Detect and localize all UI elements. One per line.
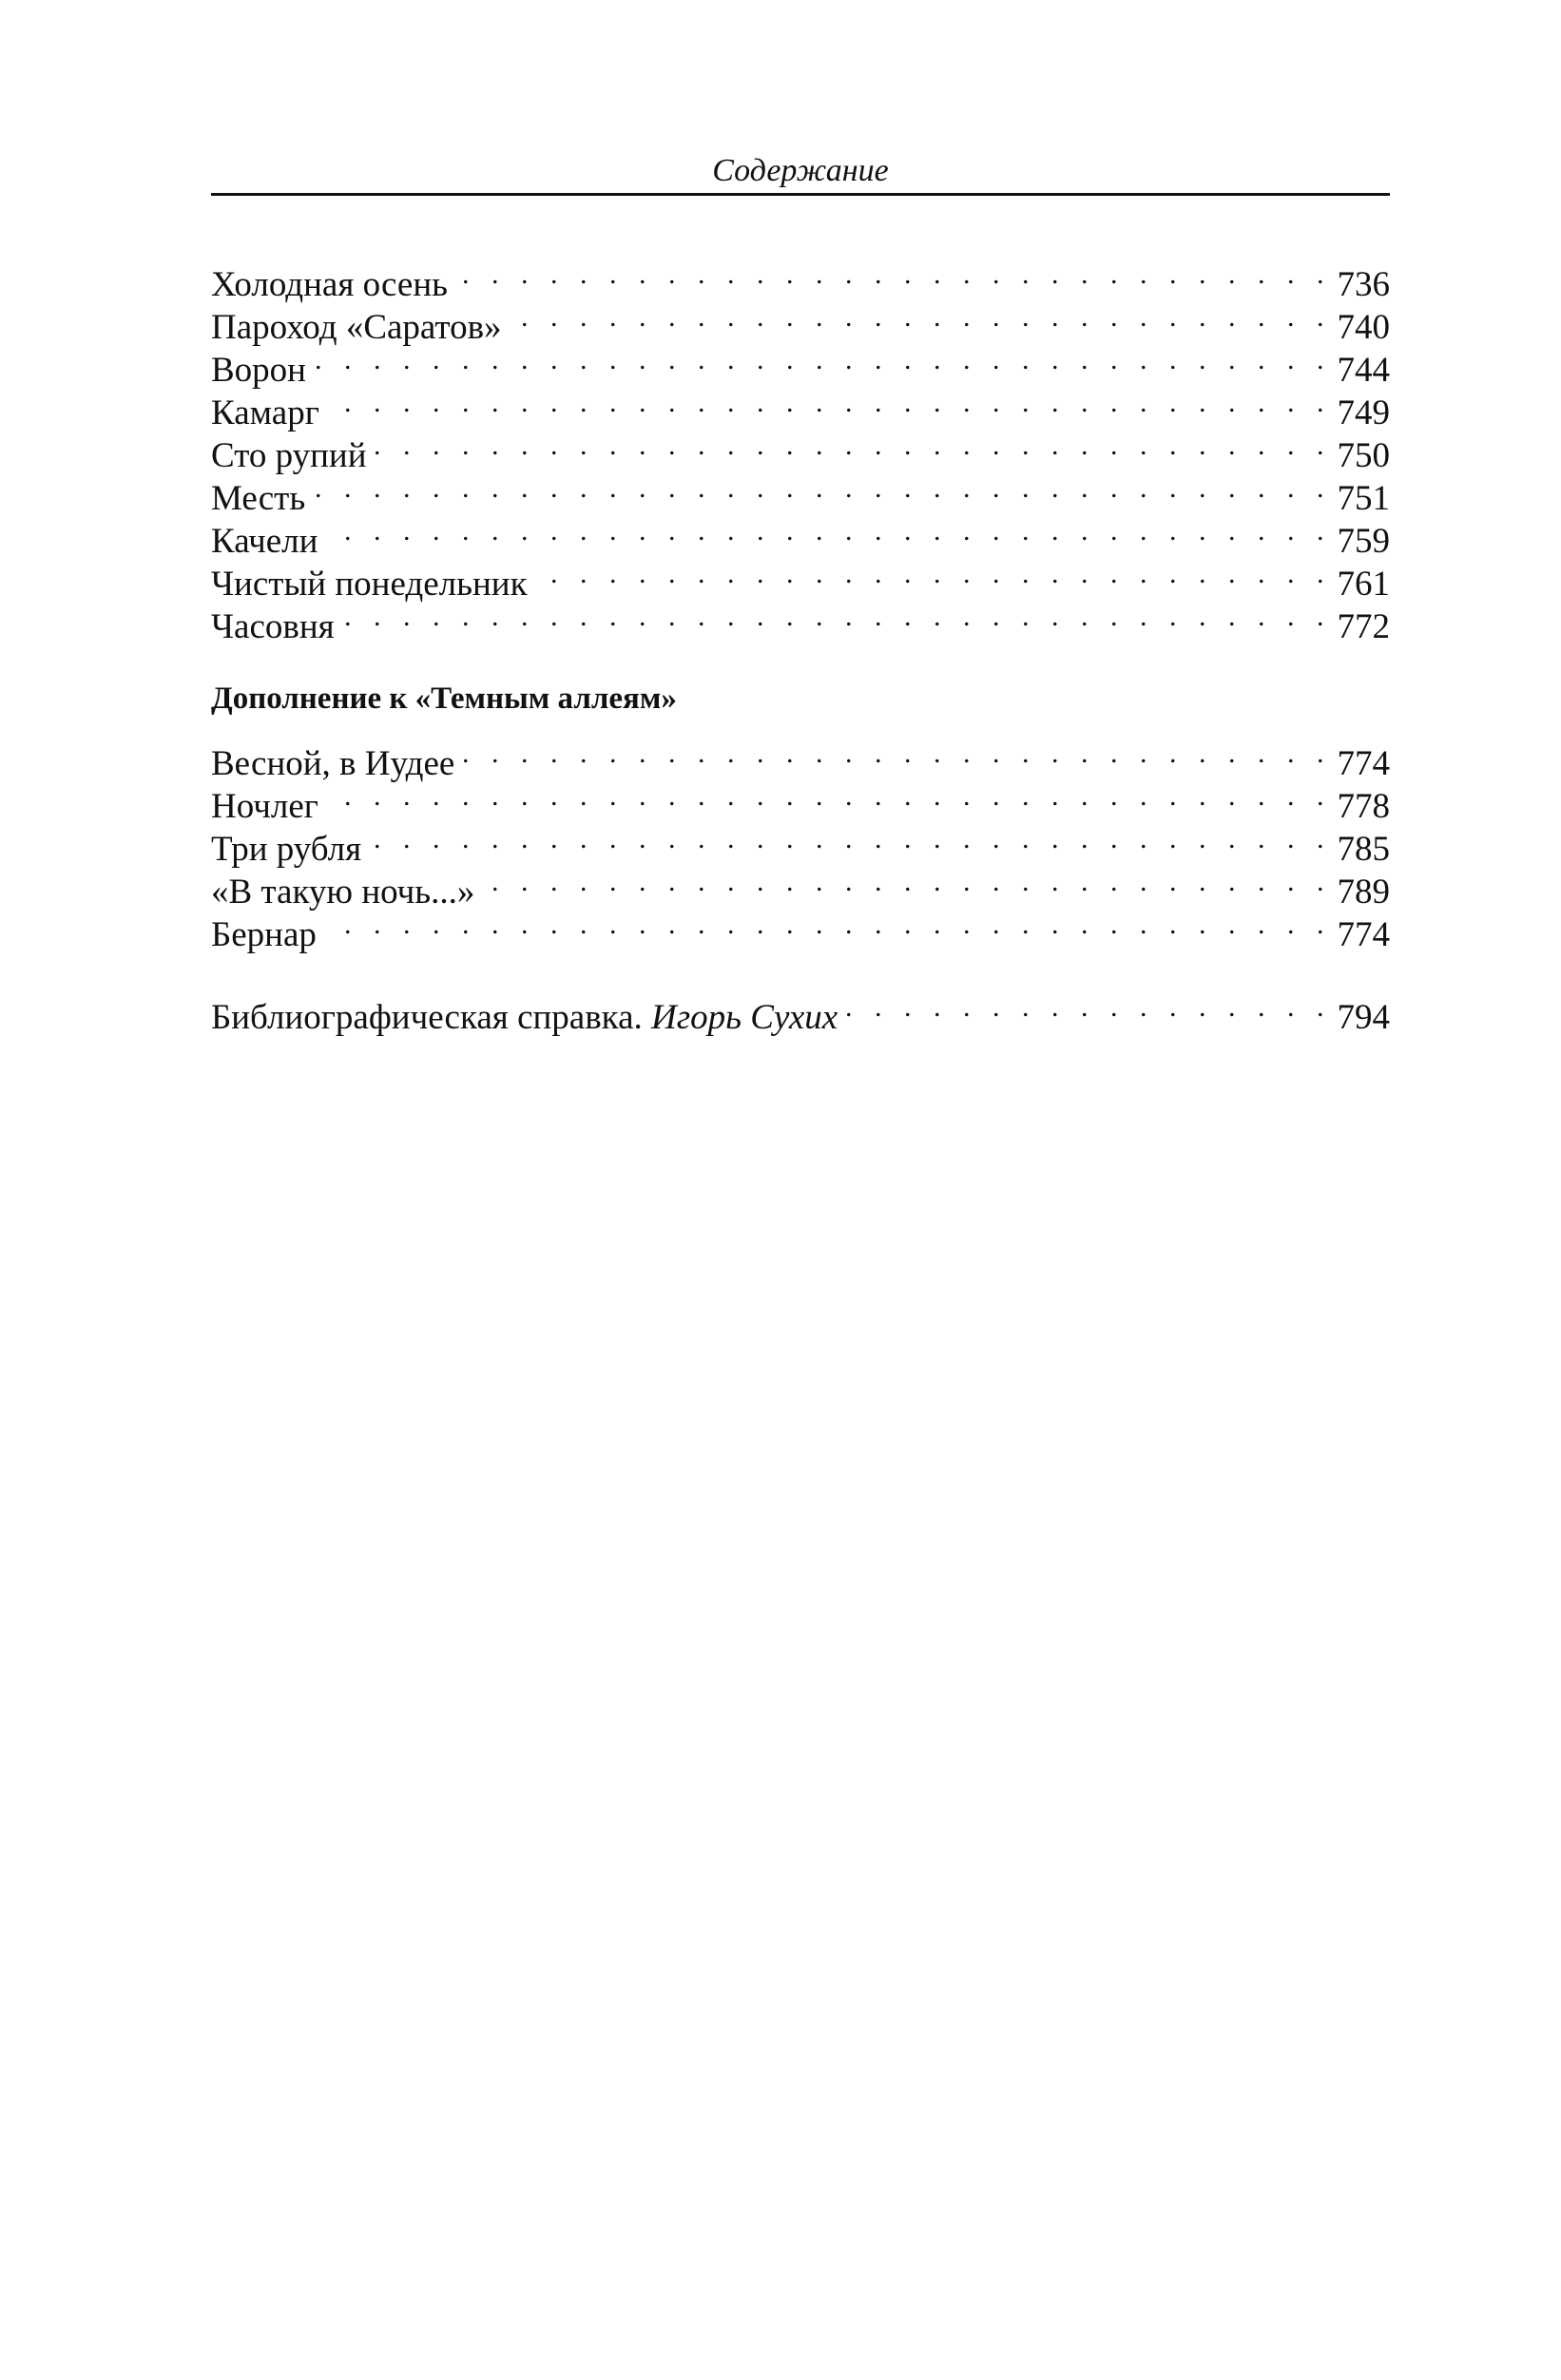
toc-main-list: [211, 253, 1390, 646]
toc-entry-title: Ночлег: [211, 787, 318, 826]
toc-entry: [211, 552, 1390, 604]
toc-entry-title: Весной, в Иудее: [211, 744, 455, 783]
toc-entry: [211, 467, 1390, 518]
toc-entry: [211, 253, 1390, 304]
toc-entry-page: 772: [1337, 607, 1390, 646]
toc-entry-page: 751: [1337, 479, 1390, 518]
toc-dot-leader: [324, 903, 1332, 946]
toc-entry-title: Три рубля: [211, 830, 362, 869]
toc-supplement-list: [211, 732, 1390, 954]
toc-entry-page: 736: [1337, 265, 1390, 304]
toc-entry-title: «В такую ночь...»: [211, 873, 475, 912]
toc-entry-page: 750: [1337, 436, 1390, 475]
toc-entry: [211, 860, 1390, 912]
toc-entry-page: 759: [1337, 522, 1390, 561]
toc-entry: [211, 381, 1390, 432]
toc-dot-leader: [314, 338, 1332, 381]
toc-dot-leader: [369, 817, 1331, 860]
toc-entry-title: Камарг: [211, 393, 319, 432]
toc-entry-page: 794: [1337, 998, 1390, 1037]
running-head: Содержание: [211, 143, 1390, 196]
toc-dot-leader: [455, 253, 1331, 296]
supplement-heading: Дополнение к «Темным аллеям»: [211, 681, 677, 716]
toc-entry-title: Холодная осень: [211, 265, 449, 304]
toc-dot-leader: [325, 509, 1331, 552]
toc-entry: [211, 903, 1390, 954]
toc-entry-title: Месть: [211, 479, 306, 518]
toc-dot-leader: [375, 424, 1332, 467]
toc-entry-page: 789: [1337, 873, 1390, 912]
toc-entry-page: 740: [1337, 308, 1390, 347]
toc-entry-page: 761: [1337, 565, 1390, 604]
toc-dot-leader: [342, 595, 1332, 638]
toc-dot-leader: [326, 775, 1332, 817]
toc-entry-page: 749: [1337, 393, 1390, 432]
toc-page: [211, 143, 1390, 1037]
toc-entry-page: 774: [1337, 915, 1390, 954]
toc-dot-leader: [327, 381, 1332, 424]
toc-dot-leader: [462, 732, 1331, 775]
toc-entry-page: 774: [1337, 744, 1390, 783]
toc-bibliography-list: [211, 986, 1390, 1037]
bibliography-author: Игорь Сухих: [651, 998, 838, 1037]
toc-entry: [211, 595, 1390, 646]
toc-dot-leader: [510, 296, 1332, 338]
bibliography-title-group: [211, 996, 845, 1039]
bibliography-title: Библиографическая справка.: [211, 998, 643, 1037]
toc-entry: [211, 509, 1390, 561]
toc-entry-page: 778: [1337, 787, 1390, 826]
toc-dot-leader: [535, 552, 1332, 595]
toc-entry-title: Бернар: [211, 915, 317, 954]
toc-entry: [211, 732, 1390, 783]
toc-entry-title: Ворон: [211, 351, 306, 390]
toc-entry-title: Чистый понедельник: [211, 565, 528, 604]
toc-entry: [211, 817, 1390, 869]
toc-entry-title: Сто рупий: [211, 436, 367, 475]
toc-dot-leader: [482, 860, 1331, 903]
toc-dot-leader: [845, 986, 1331, 1028]
toc-entry-title: Пароход «Саратов»: [211, 308, 502, 347]
toc-entry-page: 744: [1337, 351, 1390, 390]
toc-entry-bibliography: [211, 986, 1390, 1037]
toc-entry-title: Качели: [211, 522, 318, 561]
toc-entry: [211, 424, 1390, 475]
toc-dot-leader: [313, 467, 1331, 509]
toc-entry: [211, 775, 1390, 826]
toc-entry-page: 785: [1337, 830, 1390, 869]
toc-entry-title: Часовня: [211, 607, 335, 646]
toc-entry: [211, 338, 1390, 390]
